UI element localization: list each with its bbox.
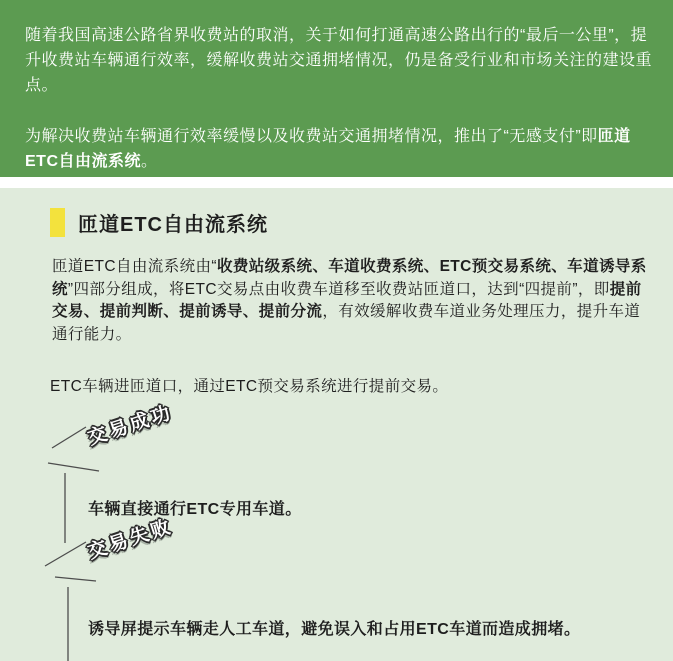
section-title: 匝道ETC自由流系统 [78,214,268,236]
branch2-diagonal-up [45,542,86,566]
branch1-diagonal-up [52,427,86,448]
transaction-fail-result: 诱导屏提示车辆走人工车道，避免误入和占用ETC车道而造成拥堵。 [88,621,581,638]
transaction-success-label: 交易成功 [85,402,176,450]
header-paragraph-2 [25,124,657,174]
pre-transaction-paragraph: ETC车辆进匝道口，通过ETC预交易系统进行提前交易。 [50,378,449,395]
intro-bold1: 收费站级系统、车道收费系统、ETC预交易系统、车道诱导系统 [52,258,647,298]
intro-part3: ，有效缓解收费车道业务处理压力，提升车道通行能力。 [52,303,641,343]
header-paragraph-1 [25,23,657,98]
branch1-diagonal-down [48,463,99,471]
section-divider [0,177,673,188]
branch2-diagonal-down [55,577,96,581]
intro-part2: ”四部分组成，将ETC交易点由收费车道移至收费站匝道口，达到“四提前”，即 [67,280,610,298]
header-section [0,0,673,177]
body-section [0,188,673,661]
transaction-success-result: 车辆直接通行ETC专用车道。 [88,501,302,518]
intro-bold2: 提前交易、提前判断、提前诱导、提前分流 [52,280,642,320]
header-paragraph-1-text: 随着我国高速公路省界收费站的取消，关于如何打通高速公路出行的“最后一公里”，提升收费站车辆通行效率，缓解收费站交通拥堵情况，仍是备受行业和市场关注的建设重点。 [25,27,653,94]
transaction-fail-label: 交易失败 [85,516,176,564]
header-paragraph-2-suffix: 。 [141,153,158,170]
header-paragraph-2-prefix: 为解决收费站车辆通行效率缓慢以及收费站交通拥堵情况，推出了“无感支付”即 [25,128,598,145]
intro-part1: 匝道ETC自由流系统由“ [52,258,217,275]
header-paragraph-2-bold: 匝道ETC自由流系统 [25,128,631,170]
